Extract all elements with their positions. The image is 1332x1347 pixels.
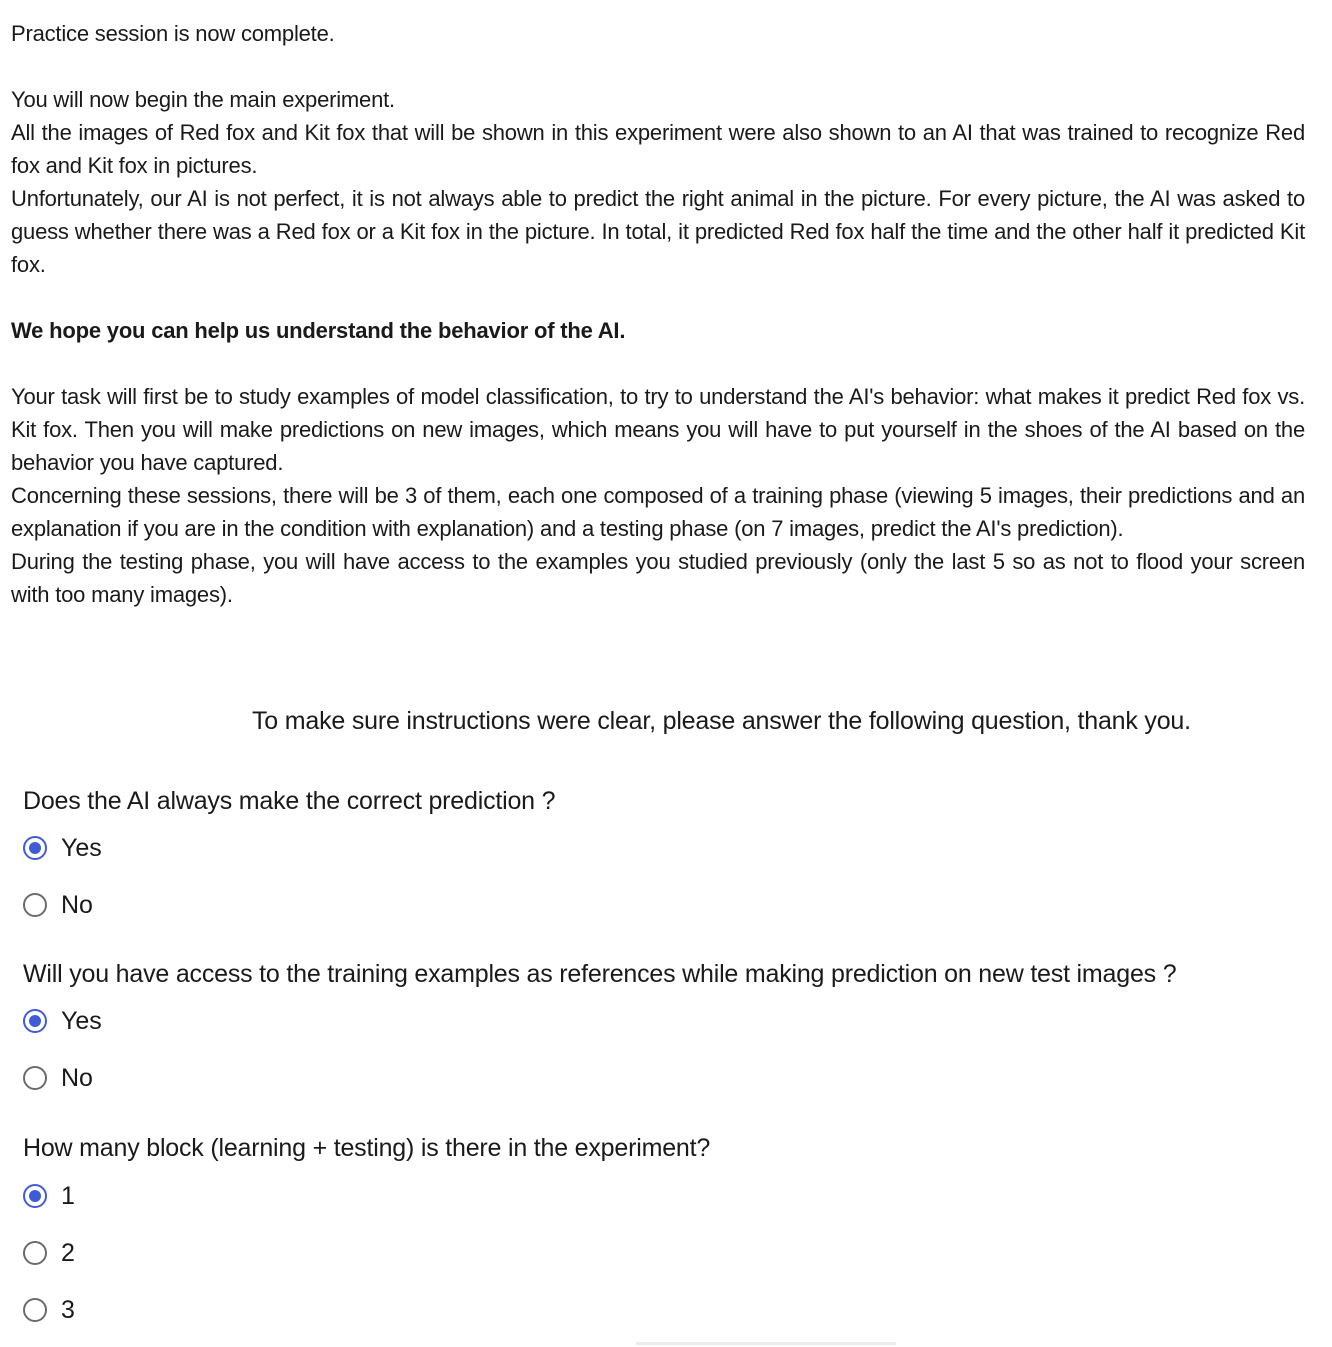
option-label: No bbox=[61, 1064, 93, 1092]
option-label: Yes bbox=[61, 834, 102, 862]
ai-trained-text: All the images of Red fox and Kit fox that will be shown in this experiment were also shown to an AI that was trained to recognize Red fox and Kit fox in pictures. bbox=[11, 120, 1305, 178]
spacer bbox=[11, 50, 1305, 83]
begin-experiment-text: You will now begin the main experiment. bbox=[11, 87, 395, 112]
radio-selected-icon[interactable] bbox=[23, 836, 47, 860]
option-label: Yes bbox=[61, 1007, 102, 1035]
q1-option-yes[interactable] bbox=[23, 833, 102, 863]
help-us-heading: We hope you can help us understand the behavior of the AI. bbox=[11, 318, 626, 343]
option-label: 2 bbox=[61, 1239, 75, 1267]
radio-selected-icon[interactable] bbox=[23, 1184, 47, 1208]
comprehension-check-prompt: To make sure instructions were clear, please answer the following question, thank you. bbox=[252, 707, 1191, 735]
q3-option-2[interactable] bbox=[23, 1238, 75, 1268]
q1-option-no[interactable] bbox=[23, 890, 93, 920]
sessions-description-text: Concerning these sessions, there will be 3 of them, each one composed of a training phase (viewing 5 images, their predictions and an explanation if you are in the condition with explanation) and a testing phase (on 7 images, predict the AI's prediction). bbox=[11, 483, 1305, 541]
radio-unselected-icon[interactable] bbox=[23, 1298, 47, 1322]
spacer bbox=[11, 347, 1305, 380]
radio-unselected-icon[interactable] bbox=[23, 893, 47, 917]
option-label: No bbox=[61, 891, 93, 919]
spacer bbox=[11, 281, 1305, 314]
q2-option-yes[interactable] bbox=[23, 1006, 102, 1036]
q3-option-3[interactable] bbox=[23, 1295, 75, 1325]
task-description-text: Your task will first be to study examples of model classification, to try to understand the AI's behavior: what makes it predict Red fox vs. Kit fox. Then you will make predictions on new images, which means you will have to put yourself in the shoes of the AI based on the behavior you have captured. bbox=[11, 384, 1305, 475]
option-label: 3 bbox=[61, 1296, 75, 1324]
option-label: 1 bbox=[61, 1182, 75, 1210]
q3-option-1[interactable] bbox=[23, 1181, 75, 1211]
radio-selected-icon[interactable] bbox=[23, 1009, 47, 1033]
radio-unselected-icon[interactable] bbox=[23, 1241, 47, 1265]
radio-unselected-icon[interactable] bbox=[23, 1066, 47, 1090]
practice-complete-text: Practice session is now complete. bbox=[11, 21, 335, 46]
instructions-block bbox=[11, 17, 1305, 611]
question-block-count: How many block (learning + testing) is there in the experiment? bbox=[23, 1134, 711, 1162]
ai-not-perfect-text: Unfortunately, our AI is not perfect, it is not always able to predict the right animal in the picture. For every picture, the AI was asked to guess whether there was a Red fox or a Kit fox in the picture. In total, it predicted Red fox half the time and the other half it predicted Kit fox. bbox=[11, 186, 1305, 277]
question-ai-correct: Does the AI always make the correct prediction ? bbox=[23, 787, 556, 815]
testing-phase-text: During the testing phase, you will have access to the examples you studied previously (only the last 5 so as not to flood your screen with too many images). bbox=[11, 549, 1305, 607]
q2-option-no[interactable] bbox=[23, 1063, 93, 1093]
question-training-access: Will you have access to the training examples as references while making prediction on new test images ? bbox=[23, 960, 1177, 988]
next-button-edge[interactable] bbox=[636, 1342, 896, 1345]
